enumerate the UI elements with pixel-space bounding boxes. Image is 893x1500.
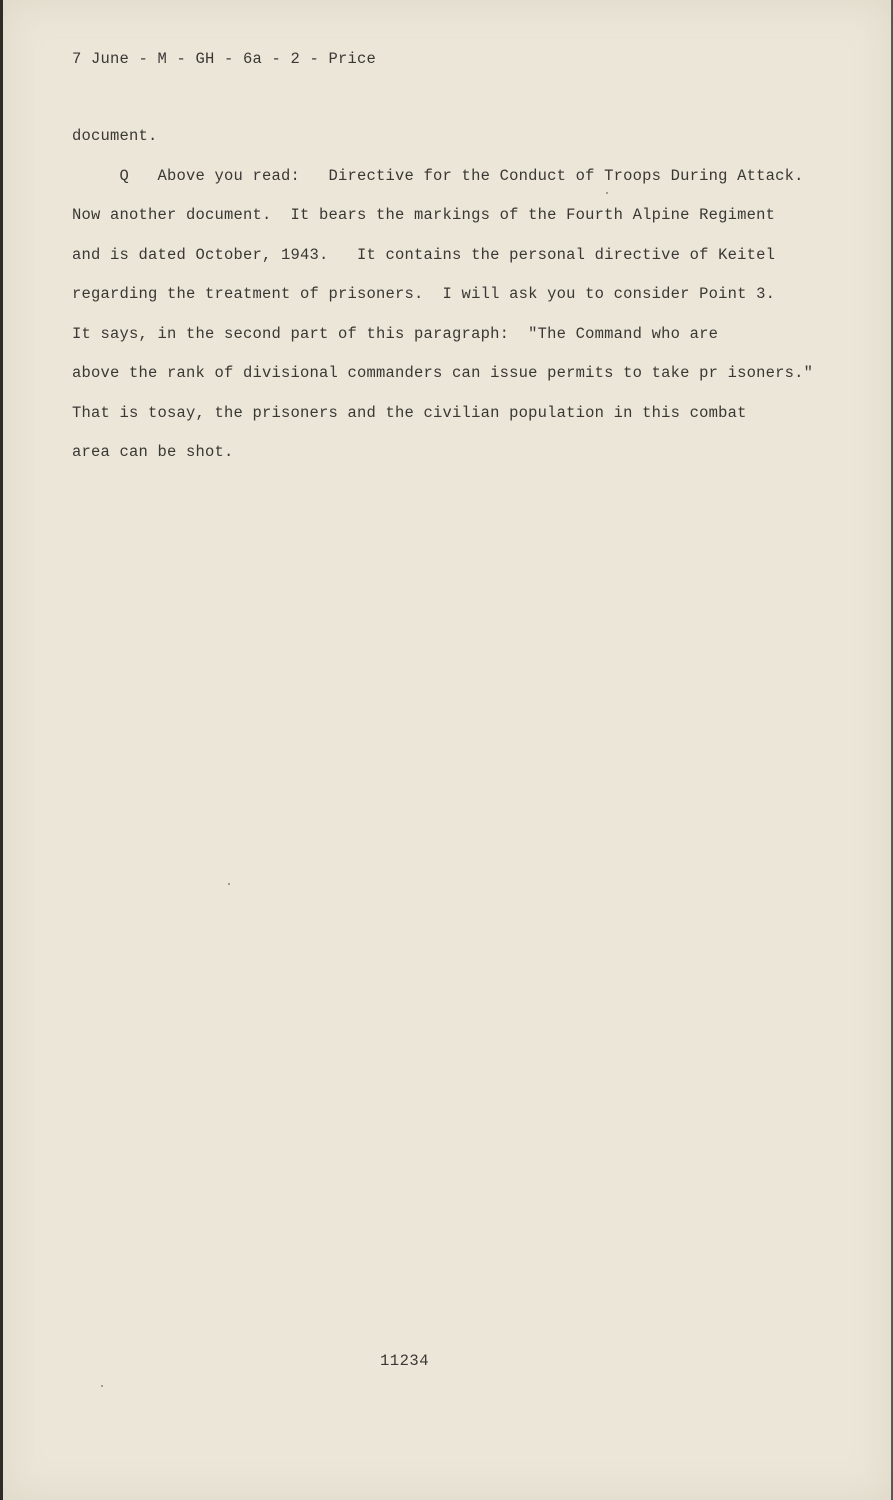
transcript-body: [72, 126, 813, 482]
text-line: It says, in the second part of this paragraph: "The Command who are: [72, 324, 719, 343]
text-line: area can be shot.: [72, 443, 234, 461]
text-line: and is dated October, 1943. It contains the personal directive of Keitel: [72, 245, 776, 264]
paper-speck: [228, 883, 230, 885]
paper-speck: [101, 1385, 103, 1387]
page-number: 11234: [380, 1352, 430, 1370]
text-line: Now another document. It bears the markings of the Fourth Alpine Regiment: [72, 206, 776, 224]
text-line: above the rank of divisional commanders can issue permits to take pr isoners.": [72, 364, 814, 382]
document-header: 7 June - M - GH - 6a - 2 - Price: [72, 50, 377, 68]
text-line: That is tosay, the prisoners and the civilian population in this combat: [72, 403, 747, 422]
text-line: Q Above you read: Directive for the Conduct of Troops During Attack.: [72, 166, 804, 185]
text-line: regarding the treatment of prisoners. I will ask you to consider Point 3.: [72, 285, 776, 303]
text-line: document.: [72, 127, 158, 145]
